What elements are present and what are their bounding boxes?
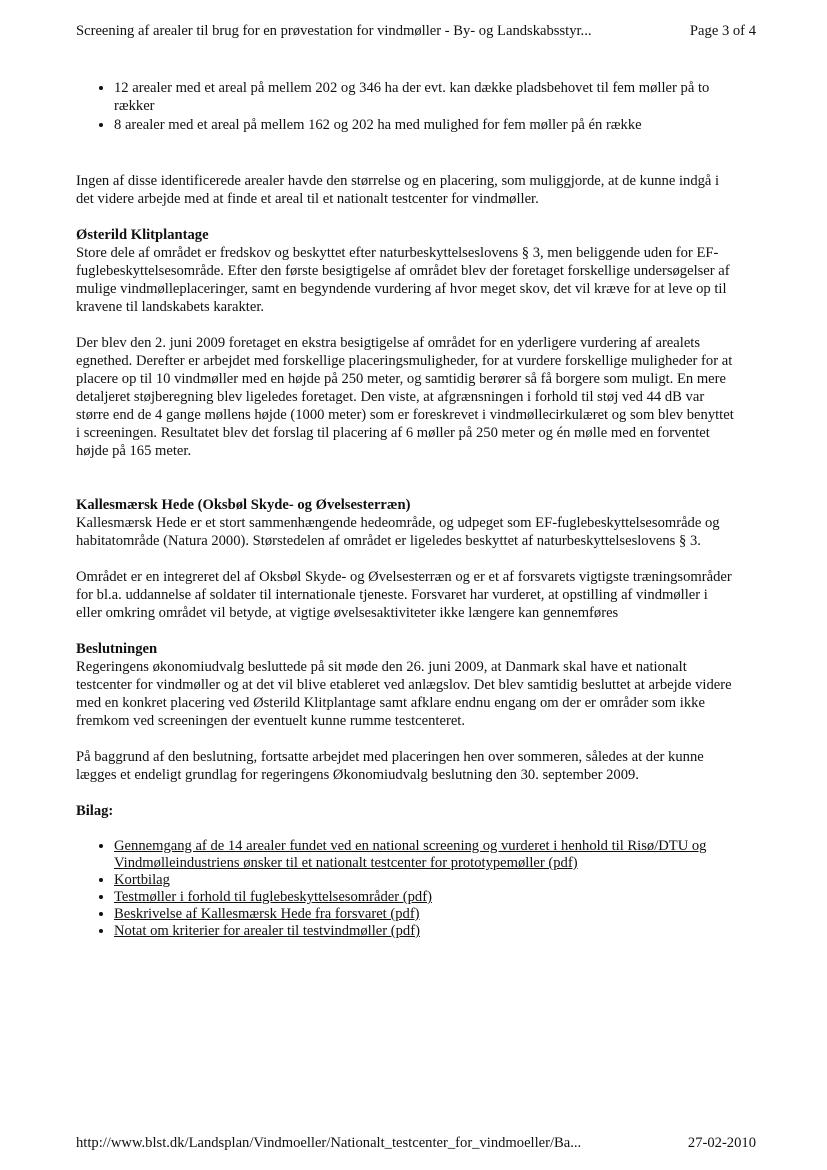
section-heading-beslutningen: Beslutningen [76, 641, 158, 657]
page-header [76, 22, 756, 40]
beslutningen-paragraph-2: På baggrund af den beslutning, fortsatte arbejdet med placeringen hen over sommeren, således at der kunne lægges et endeligt grundlag for regeringens Økonomiudvalg beslutning den 30. september 2009. [76, 749, 704, 783]
intro-paragraph: Ingen af disse identificerede arealer havde den størrelse og en placering, som muliggjorde, at de kunne indgå i det videre arbejde med at finde et areal til et nationalt testcenter for vindmøller. [76, 173, 720, 207]
attachment-link-notat[interactable]: Notat om kriterier for arealer til testvindmøller (pdf) [114, 923, 420, 939]
section-heading-kallesmaersk: Kallesmærsk Hede (Oksbøl Skyde- og Øvelsesterræn) [76, 497, 411, 513]
list-item [114, 889, 736, 906]
attachment-link-screening[interactable]: Gennemgang af de 14 arealer fundet ved en national screening og vurderet i henhold til Risø/DTU og Vindmølleindustriens ønsker til et nationalt testcenter for prototypemøller (pdf) [114, 838, 707, 871]
list-item: • 8 arealer med et areal på mellem 162 og 202 ha med mulighed for fem møller på én række [114, 116, 736, 134]
header-page-number: Page 3 of 4 [689, 23, 756, 39]
list-item [114, 923, 736, 940]
list-item: • 12 arealer med et areal på mellem 202 og 346 ha der evt. kan dække pladsbehovet til fem møller på to rækker [114, 79, 736, 115]
page-content [76, 79, 736, 940]
attachment-link-testmoller[interactable]: Testmøller i forhold til fuglebeskyttelsesområder (pdf) [114, 889, 432, 905]
intro-bullet-list [76, 79, 736, 134]
attachment-link-kallesmaersk[interactable]: Beskrivelse af Kallesmærsk Hede fra forsvaret (pdf) [114, 906, 420, 922]
list-item [114, 872, 736, 889]
list-item [114, 906, 736, 923]
osterild-paragraph-2: Der blev den 2. juni 2009 foretaget en ekstra besigtigelse af området for en yderligere vurdering af arealets egnethed. Derefter er arbejdet med forskellige placeringsmuligheder, for at vurdere forskellige muligheder for at placere op til 10 vindmøller med en højde på 250 meter, og samtidig berører så få borgere som muligt. En mere detaljeret støjberegning blev ligeledes foretaget. Den viste, at afgrænsningen i forhold til støj ved 44 dB var større end de 4 gange møllens højde (1000 meter) som er foreskrevet i vindmøllecirkulæret og som blev benyttet i screeningen. Resultatet blev det forslag til placering af 6 møller på 250 meter og én mølle med en forventet højde på 165 meter. [76, 335, 734, 459]
attachment-link-list [76, 838, 736, 940]
attachment-link-kortbilag[interactable]: Kortbilag [114, 872, 170, 888]
beslutningen-paragraph-1: Regeringens økonomiudvalg besluttede på sit møde den 26. juni 2009, at Danmark skal have et nationalt testcenter for vindmøller og at det vil blive etableret ved anlægslov. Det blev samtidig besluttet at arbejde videre med en konkret placering ved Østerild Klitplantage samt afklare endnu engang om der er områder som ikke fremkom ved screeningen der eventuelt kunne rumme testcenteret. [76, 659, 732, 729]
footer-url: http://www.blst.dk/Landsplan/Vindmoeller/Nationalt_testcenter_for_vindmoeller/Ba... [76, 1135, 582, 1151]
kallesmaersk-paragraph-2: Området er en integreret del af Oksbøl Skyde- og Øvelsesterræn og er et af forsvarets vigtigste træningsområder for bl.a. uddannelse af soldater til internationale tjeneste. Forsvaret har vurderet, at opstilling af vindmøller i eller omkring området vil betyde, at vigtige øvelsesaktiviteter ikke længere kan gennemføres [76, 569, 732, 621]
kallesmaersk-paragraph-1: Kallesmærsk Hede er et stort sammenhængende hedeområde, og udpeget som EF-fuglebeskyttelsesområde og habitatområde (Natura 2000). Størstedelen af området er ligeledes beskyttet af naturbeskyttelseslovens § 3. [76, 515, 720, 549]
osterild-paragraph-1: Store dele af området er fredskov og beskyttet efter naturbeskyttelseslovens § 3, men beliggende uden for EF-fuglebeskyttelsesområde. Efter den første besigtigelse af området blev der foretaget forskellige undersøgelser af mulige vindmølleplaceringer, samt en begyndende vurdering af hvor meget skov, det vil kræve for at leve op til kravene til landskabets karakter. [76, 245, 730, 315]
page-footer [76, 1134, 756, 1152]
header-title: Screening af arealer til brug for en prøvestation for vindmøller - By- og Landskabsstyr... [76, 23, 592, 39]
footer-date: 27-02-2010 [687, 1135, 756, 1151]
section-heading-osterild: Østerild Klitplantage [76, 227, 209, 243]
list-item [114, 838, 736, 872]
section-heading-bilag: Bilag: [76, 803, 114, 819]
